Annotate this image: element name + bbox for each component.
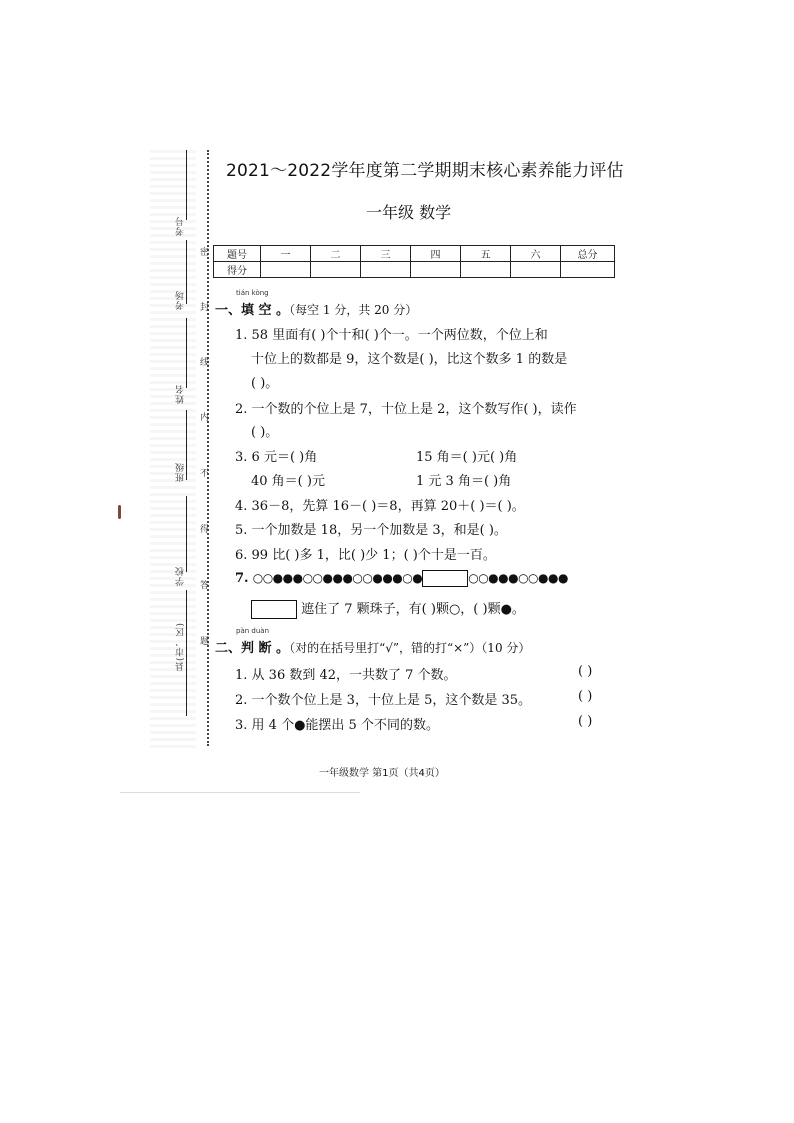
section2-title: 二、判 断 。 (215, 641, 290, 656)
q6-line: 6. 99 比( )多 1，比( )少 1；( )个十是一百。 (235, 548, 496, 563)
judge-item-1: 1. 从 36 数到 42，一共数了 7 个数。 (235, 668, 457, 683)
binding-field-county: 县(市、区) (176, 622, 186, 672)
binding-line (186, 590, 187, 716)
q1-line2: 十位上的数都是 9，这个数是( )，比这个数多 1 的数是 (251, 352, 568, 367)
section1-note: （每空 1 分，共 20 分） (289, 303, 418, 317)
score-cell[interactable] (561, 262, 615, 278)
q7-cover-box-legend (251, 600, 297, 619)
score-cell[interactable] (361, 262, 411, 278)
q3-part-b: 15 角＝( )元( )角 (416, 450, 518, 465)
seal-cut-line (207, 150, 209, 746)
q3-part-c: 40 角＝( )元 (251, 474, 325, 489)
judge-item-2: 2. 一个数个位上是 3，十位上是 5，这个数是 35。 (235, 693, 532, 708)
binding-field-name: 姓名 (176, 384, 186, 404)
score-header-cell: 二 (311, 246, 361, 262)
scan-edge-line (120, 792, 360, 793)
binding-field-exam-number: 考号 (176, 216, 186, 236)
q7-answer-line (251, 598, 525, 619)
binding-line (186, 410, 187, 480)
score-header-cell: 一 (261, 246, 311, 262)
section1-heading (215, 299, 417, 318)
section2-note: （对的在括号里打“√”，错的打“×”）（10 分） (289, 641, 531, 655)
scan-speck (118, 505, 121, 519)
score-table-header-row (214, 246, 615, 262)
q7-label: 7. (235, 571, 249, 586)
section1-title: 一、填 空 。 (215, 303, 290, 318)
seal-char: 线 (200, 358, 210, 368)
q5-line: 5. 一个加数是 18，另一个加数是 3，和是( )。 (235, 523, 507, 538)
binding-field-school: 学校 (176, 566, 186, 586)
score-header-cell: 四 (411, 246, 461, 262)
binding-line (186, 240, 187, 304)
seal-char: 内 (200, 413, 210, 423)
binding-field-class: 班级 (176, 462, 186, 482)
section2-pinyin: pàn duàn (236, 627, 270, 635)
binding-line (186, 150, 187, 220)
seal-char: 不 (200, 469, 210, 479)
q7-beads-right: ○○●●●○○●●● (468, 571, 568, 585)
page-footer: 一年级数学 第1页（共4页） (319, 768, 445, 779)
judge-answer-2[interactable]: ( ) (578, 689, 593, 704)
binding-line (186, 318, 187, 388)
score-cell[interactable] (311, 262, 361, 278)
q3-part-a: 3. 6 元＝( )角 (235, 450, 318, 465)
section2-heading (215, 637, 530, 656)
score-cell[interactable] (261, 262, 311, 278)
q2-line2: ( )。 (251, 425, 279, 440)
seal-char: 密 (200, 248, 210, 258)
q7-bead-line (235, 570, 568, 587)
seal-char: 封 (200, 303, 210, 313)
page-subtitle: 一年级 数学 (366, 203, 452, 222)
judge-answer-3[interactable]: ( ) (578, 714, 593, 729)
q7-cover-box (422, 570, 468, 587)
seal-char: 得 (200, 525, 210, 535)
score-cell[interactable] (461, 262, 511, 278)
section1-pinyin: tián kòng (236, 289, 269, 297)
score-header-cell: 五 (461, 246, 511, 262)
score-header-cell: 三 (361, 246, 411, 262)
score-header-cell: 六 (511, 246, 561, 262)
judge-answer-1[interactable]: ( ) (578, 664, 593, 679)
q7-answer-text: 遮住了 7 颗珠子，有( )颗○，( )颗●。 (301, 602, 525, 617)
seal-char: 题 (200, 637, 210, 647)
binding-field-exam-room: 考场 (176, 290, 186, 310)
q3-part-d: 1 元 3 角＝( )角 (416, 474, 512, 489)
q2-line1: 2. 一个数的个位上是 7，十位上是 2，这个数写作( )，读作 (235, 402, 577, 417)
score-table (213, 245, 615, 278)
score-header-cell: 题号 (214, 246, 261, 262)
q4-line: 4. 36－8，先算 16－( )＝8，再算 20＋( )＝( )。 (235, 499, 525, 514)
seal-char: 答 (200, 581, 210, 591)
score-table-score-row (214, 262, 615, 278)
binding-line (186, 496, 187, 572)
binding-strip-shading (150, 150, 196, 750)
score-cell[interactable] (411, 262, 461, 278)
q7-beads-left: ○○●●●○○●●●○○●●●○● (252, 571, 423, 585)
q1-line1: 1. 58 里面有( )个十和( )个一。一个两位数，个位上和 (235, 328, 548, 343)
score-header-cell: 总分 (561, 246, 615, 262)
judge-item-3: 3. 用 4 个●能摆出 5 个不同的数。 (235, 718, 439, 733)
score-cell[interactable] (511, 262, 561, 278)
page-title: 2021～2022学年度第二学期期末核心素养能力评估 (226, 161, 624, 181)
score-row-label: 得分 (214, 262, 261, 278)
q1-line3: ( )。 (251, 376, 279, 391)
